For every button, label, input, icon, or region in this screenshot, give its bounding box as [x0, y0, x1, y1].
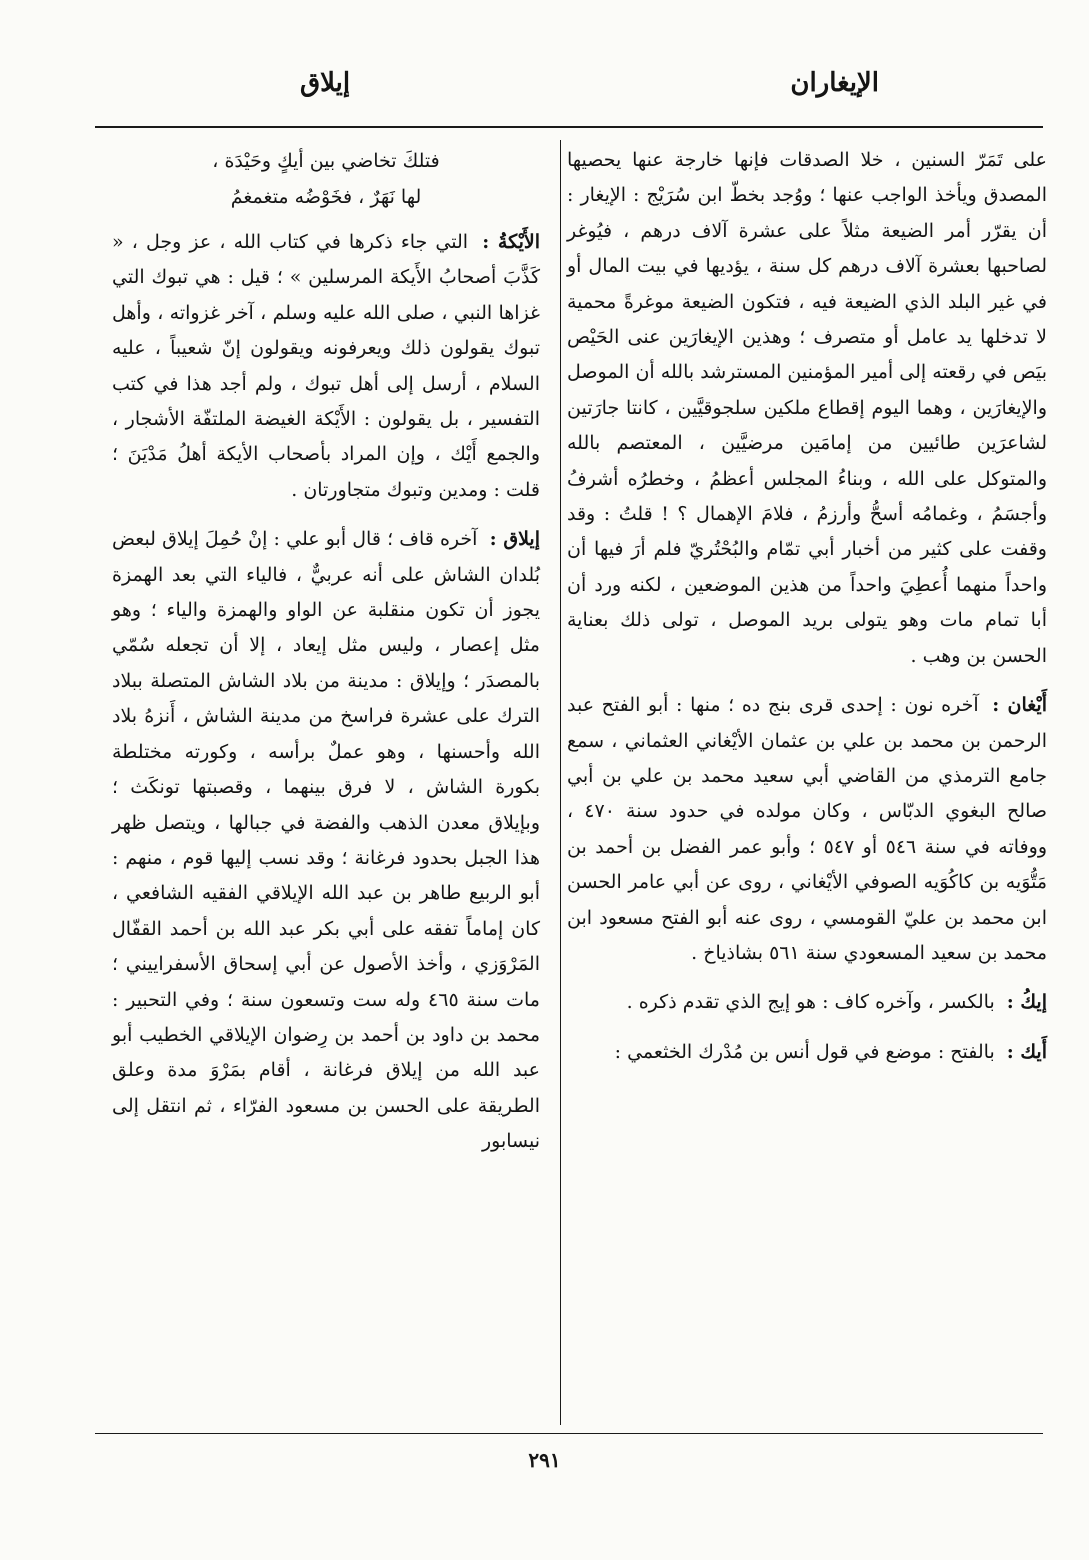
page-number: ٢٩١	[528, 1448, 561, 1472]
right-column	[567, 143, 1047, 1084]
column-divider	[560, 140, 561, 1425]
entry-text: بالفتح : موضع في قول أنس بن مُدْرك الخثعمي :	[614, 1040, 995, 1063]
poetry-verse	[112, 143, 540, 215]
running-head-right: الإيغاران	[790, 68, 879, 98]
entry-text: آخره نون : إحدى قرى بنج ده ؛ منها : أبو الفتح عبد الرحمن بن محمد بن علي بن عثمان الأيْغاني العثماني ، سمع جامع الترمذي من القاضي أبي سعيد محمد بن علي بن أبي صالح البغوي الدبّاس ، وكان مولده في حدود سنة ٤٧٠ ، ووفاته في سنة ٥٤٦ أو ٥٤٧ ؛ وأبو عمر الفضل بن أحمد بن مَتُّوَيه بن كاكُوَيه الصوفي الأيْغاني ، روى عن أبي عامر الحسن ابن محمد بن عليّ القومسي ، روى عنه أبو الفتح مسعود ابن محمد بن سعيد المسعودي سنة ٥٦١ بشاذياخ .	[567, 694, 1048, 964]
entry-ayk	[567, 1035, 1047, 1070]
left-column	[112, 143, 540, 1174]
continuation-paragraph: على تَمَرّ السنين ، خلا الصدقات فإنها خارجة عنها يحصيها المصدق ويأخذ الواجب عنها ؛ ووُجد بخطّ ابن سُرَيْج : الإيغار : أن يقرّر أمر الضيعة مثلاً على عشرة آلاف درهم ، فيُوغر لصاحبها بعشرة آلاف درهم كل سنة ، يؤديها في بيت المال أو في غير البلد الذي الضيعة فيه ، فتكون الضيعة موغرةً محمية لا تدخلها يد عامل أو متصرف ؛ وهذين الإيغارَين عنى الحَيْص بيَص في رقعته إلى أمير المؤمنين المسترشد بالله أن الموصل والإيغارَين ، وهما اليوم إقطاع ملكين سلجوقيَّين ، كانتا جارَتين لشاعرَين طائيين من إمامَين مرضيَّين ، المعتصم بالله والمتوكل على الله ، وبناءُ المجلس أعظمُ ، وخطرُه أشرفُ وأجسَمُ ، وغمامُه أسحُّ وأرزمُ ، فلامَ الإهمال ؟ ! قلتُ : وقد وقفت على كثير من أخبار أبي تمّام والبُحْتُريّ فلم أرَ فيها أن واحداً منهما أُعطِيَ واحداً من هذين الموضعين ، لكنه ورد أن أبا تمام مات وهو يتولى بريد الموصل ، تولى ذلك بعناية الحسن بن وهب .	[567, 149, 1047, 667]
entry-headword: الأَيْكةُ :	[482, 231, 540, 253]
entry-text: التي جاء ذكرها في كتاب الله ، عز وجل ، « كَذَّبَ أصحابُ الأَيكة المرسلين » ؛ قيل : هي تبوك التي غزاها النبي ، صلى الله عليه وسلم ، آخر غزواته ، وأهل تبوك يقولون ذلك ويعرفونه ويقولون إنّ شعيباً ، عليه السلام ، أرسل إلى أهل تبوك ، ولم أجد هذا في كتب التفسير ، بل يقولون : الأَيْكة الغيضة الملتفّة الأشجار ، والجمع أَيْك ، وإن المراد بأصحاب الأيكة أهلُ مَدْيَنَ ؛ قلت : ومدين وتبوك متجاورتان .	[112, 231, 540, 501]
entry-headword: أَيْغان :	[992, 694, 1048, 717]
entry-headword: أَيك :	[1006, 1040, 1047, 1063]
verse-line: لها نَهَرٌ ، فخَوْضُه متغمغمُ	[230, 186, 422, 208]
entry-text: آخره قاف ؛ قال أبو علي : إنْ حُمِلَ إيلاق لبعض بُلدان الشاش على أنه عربيٌّ ، فالياء التي بعد الهمزة يجوز أن تكون منقلبة عن الواو والهمزة والياء ؛ وهو مثل إعصار ، وليس مثل إيعاد ، إلا أن تجعله سُمّي بالمصدَر ؛ وإيلاق : مدينة من بلاد الشاش المتصلة ببلاد الترك على عشرة فراسخ من مدينة الشاش ، أَنزهُ بلاد الله وأحسنها ، وهو عملٌ برأسه ، وكورته مختلطة بكورة الشاش ، لا فرق بينهما ، وقصبتها تونكَث ؛ وبإيلاق معدن الذهب والفضة في جبالها ، ويتصل ظهر هذا الجبل بحدود فرغانة ؛ وقد نسب إليها قوم ، منهم : أبو الربيع طاهر بن عبد الله الإيلاقي الفقيه الشافعي ، كان إماماً تفقه على أبي بكر عبد الله بن أحمد القفّال المَرْوَزي ، وأخذ الأصول عن أبي إسحاق الأسفراييني ؛ مات سنة ٤٦٥ وله ست وتسعون سنة ؛ وفي التحبير : محمد بن داود بن أحمد بن رِضوان الإيلاقي الخطيب أبو عبد الله من إيلاق فرغانة ، أقام بمَرْوَ مدة وعلق الطريقة على الحسن بن مسعود الفرّاء ، ثم انتقل إلى نيسابور	[112, 528, 540, 1153]
entry-ik	[567, 985, 1047, 1020]
header-rule	[95, 126, 1043, 128]
entry-text: بالكسر ، وآخره كاف : هو إيج الذي تقدم ذكره .	[626, 991, 995, 1014]
entry-al-ayka	[112, 225, 540, 508]
entry-ilaq	[112, 522, 540, 1159]
entry-headword: إيلاق :	[489, 528, 540, 551]
entry-headword: إيكُ :	[1006, 991, 1047, 1014]
running-head-left: إيلاق	[300, 68, 351, 98]
verse-line: فتلكَ تخاضي بين أيكٍ وحَيْدَة ،	[212, 150, 440, 172]
entry-ayghan	[567, 688, 1047, 971]
footer-rule	[95, 1433, 1043, 1434]
